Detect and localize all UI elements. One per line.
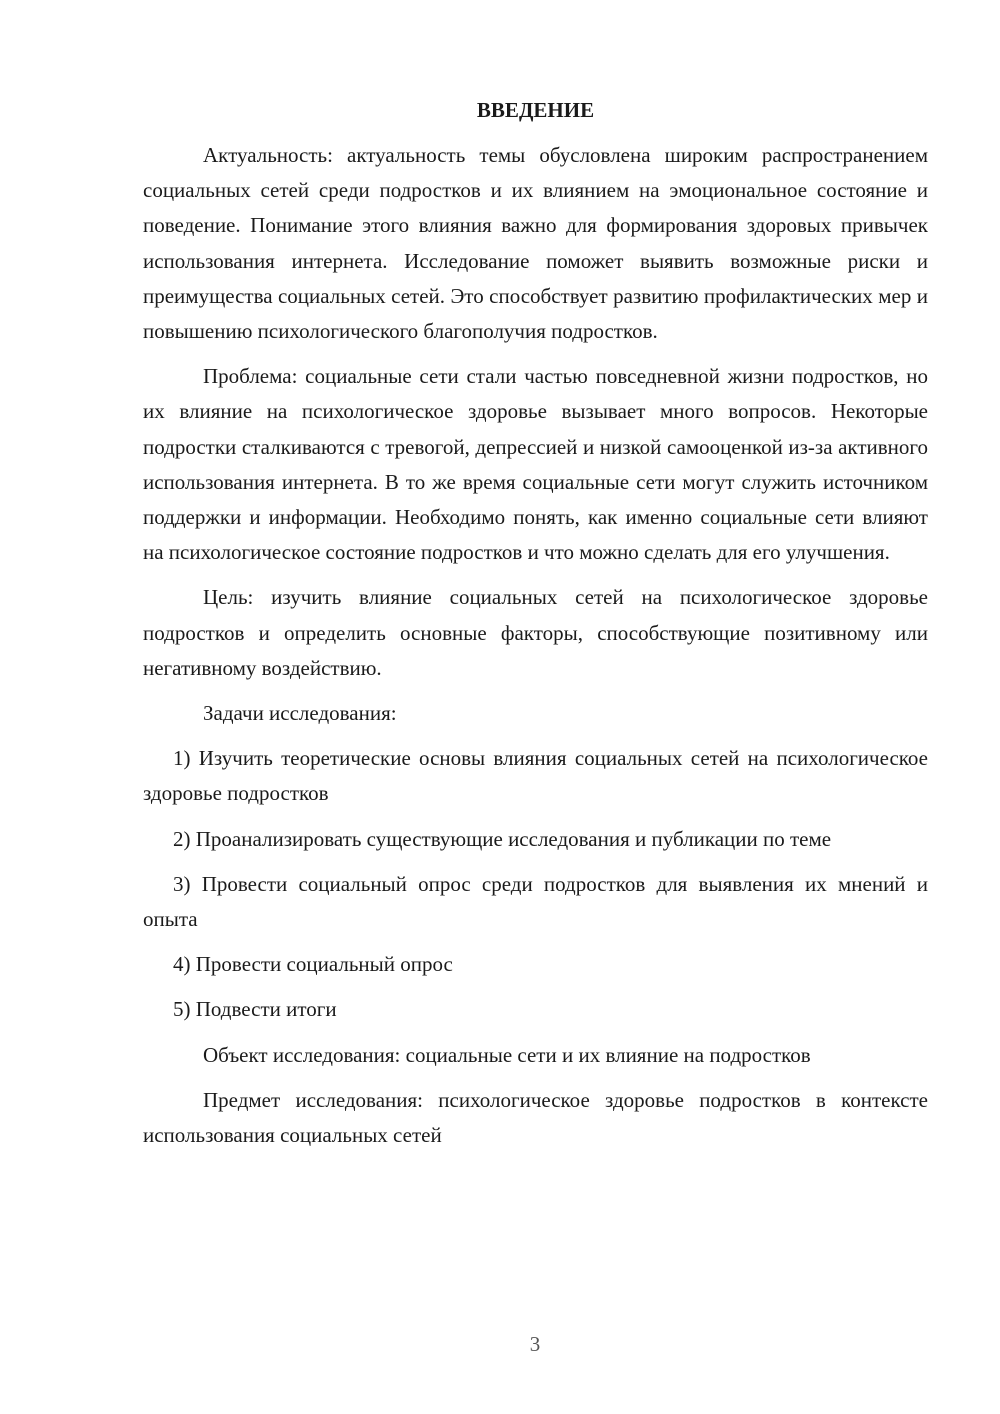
goal-paragraph: Цель: изучить влияние социальных сетей на психологическое здоровье подростков и определить основные факторы, способствующие позитивному или негативному воздействию. [143,585,928,680]
document-page [143,95,928,1163]
subject-paragraph: Предмет исследования: психологическое здоровье подростков в контексте использования социальных сетей [143,1087,928,1148]
problem-paragraph: Проблема: социальные сети стали частью повседневной жизни подростков, но их влияние на психологическое здоровье вызывает много вопросов. Некоторые подростки сталкиваются с тревогой, депрессией и низкой самооценкой из-за активного использования интернета. В то же время социальные сети могут служить источником поддержки и информации. Необходимо понять, как именно социальные сети влияют на психологическое состояние подростков и что можно сделать для его улучшения. [143,364,928,565]
page-number: 3 [529,1332,541,1356]
object-paragraph: Объект исследования: социальные сети и их влияние на подростков [203,1042,811,1067]
page-title: ВВЕДЕНИЕ [476,98,595,122]
task-item: 3) Провести социальный опрос среди подростков для выявления их мнений и опыта [143,871,928,932]
relevance-paragraph: Актуальность: актуальность темы обусловлена широким распространением социальных сетей среди подростков и их влиянием на эмоциональное состояние и поведение. Понимание этого влияния важно для формирования здоровых привычек использования интернета. Исследование поможет выявить возможные риски и преимущества социальных сетей. Это способствует развитию профилактических мер и повышению психологического благополучия подростков. [143,143,928,344]
tasks-title: Задачи исследования: [203,701,397,726]
task-item: 4) Провести социальный опрос [173,952,453,977]
task-item: 1) Изучить теоретические основы влияния социальных сетей на психологическое здоровье подростков [143,746,928,806]
task-item: 2) Проанализировать существующие исследования и публикации по теме [173,826,832,851]
task-item: 5) Подвести итоги [173,997,337,1022]
